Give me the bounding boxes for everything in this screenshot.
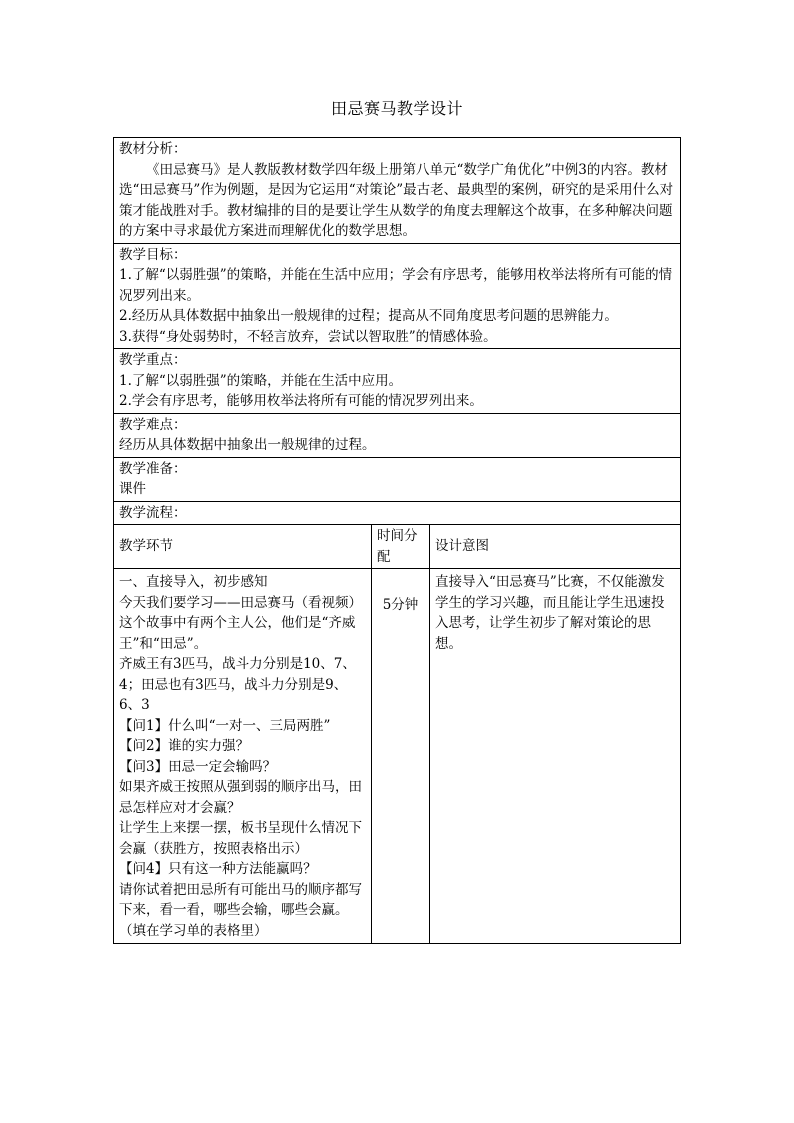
lesson-plan-table [113, 137, 681, 944]
intent-text: 直接导入“田忌赛马”比赛，不仅能激发学生的学习兴趣，而且能让学生迅速投入思考，让学生初步了解对策论的思想。 [435, 574, 665, 652]
time-value: 5分钟 [382, 597, 419, 613]
difficulty-cell [114, 413, 681, 457]
preparation-cell [114, 457, 681, 501]
key-point-item: 1.了解“以弱胜强”的策略，并能在生活中应用。 [119, 372, 403, 389]
column-header-steps: 教学环节 [114, 525, 372, 569]
process-row [114, 569, 681, 944]
preparation-row [114, 457, 681, 501]
step-line: 这个故事中有两个主人公，他们是“齐威王”和“田忌”。 [119, 615, 356, 652]
step-line: 一、直接导入，初步感知 [119, 574, 268, 590]
difficulty-row [114, 413, 681, 457]
process-heading-row [114, 501, 681, 525]
difficulty-body: 经历从具体数据中抽象出一般规律的过程。 [119, 437, 376, 453]
step-line: 【问1】什么叫“一对一、三局两胜” [119, 717, 331, 734]
preparation-heading: 教学准备： [119, 460, 187, 477]
key-points-cell [114, 349, 681, 414]
analysis-row [114, 138, 681, 244]
goal-item: 3.获得“身处弱势时，不轻言放弃，尝试以智取胜”的情感体验。 [119, 328, 497, 345]
step-line: 【问3】田忌一定会输吗？ [119, 758, 277, 775]
process-header-row [114, 525, 681, 569]
time-cell [372, 569, 430, 944]
goals-row [114, 243, 681, 349]
intent-cell [430, 569, 681, 944]
key-point-item: 2.学会有序思考，能够用枚举法将所有可能的情况罗列出来。 [119, 393, 483, 409]
difficulty-heading: 教学难点： [119, 416, 187, 433]
step-line: 请你试着把田忌所有可能出马的顺序都写下来，看一看，哪些会输，哪些会赢。（填在学习单的表格里） [119, 881, 362, 939]
document-title: 田忌赛马教学设计 [330, 99, 463, 118]
step-line: 【问4】只有这一种方法能赢吗？ [119, 861, 317, 877]
goal-item: 2.经历从具体数据中抽象出一般规律的过程；提高从不同角度思考问题的思辨能力。 [119, 308, 618, 324]
column-header-intent: 设计意图 [430, 525, 681, 569]
analysis-body: 《田忌赛马》是人教版教材数学四年级上册第八单元“数学广角优化”中例3的内容。教材选“田忌赛马”作为例题，是因为它运用“对策论”最古老、最典型的案例，研究的是采用什么对策才能战胜对手。教材编排的目的是要让学生从数学的角度去理解这个故事，在多种解决问题的方案中寻求最优方案进而理解优化的数学思想。 [119, 161, 674, 239]
goals-cell [114, 243, 681, 349]
preparation-body: 课件 [119, 481, 146, 497]
step-line: 让学生上来摆一摆，板书呈现什么情况下会赢（获胜方，按照表格出示） [119, 820, 362, 857]
step-line: 【问2】谁的实力强？ [119, 738, 250, 754]
key-points-row [114, 349, 681, 414]
goals-heading: 教学目标： [119, 246, 187, 263]
process-heading: 教学流程： [114, 501, 681, 525]
step-line: 齐威王有3匹马，战斗力分别是10、7、4；田忌也有3匹马，战斗力分别是9、6、3 [119, 656, 356, 713]
analysis-cell [114, 138, 681, 244]
column-header-time: 时间分配 [372, 525, 430, 569]
step-line: 今天我们要学习——田忌赛马（看视频） [119, 594, 362, 611]
goal-item: 1.了解“以弱胜强”的策略，并能在生活中应用；学会有序思考，能够用枚举法将所有可能的情况罗列出来。 [119, 267, 673, 304]
steps-cell [114, 569, 372, 944]
key-points-heading: 教学重点： [119, 352, 187, 368]
analysis-heading: 教材分析： [119, 141, 187, 157]
step-line: 如果齐威王按照从强到弱的顺序出马，田忌怎样应对才会赢？ [119, 779, 362, 816]
